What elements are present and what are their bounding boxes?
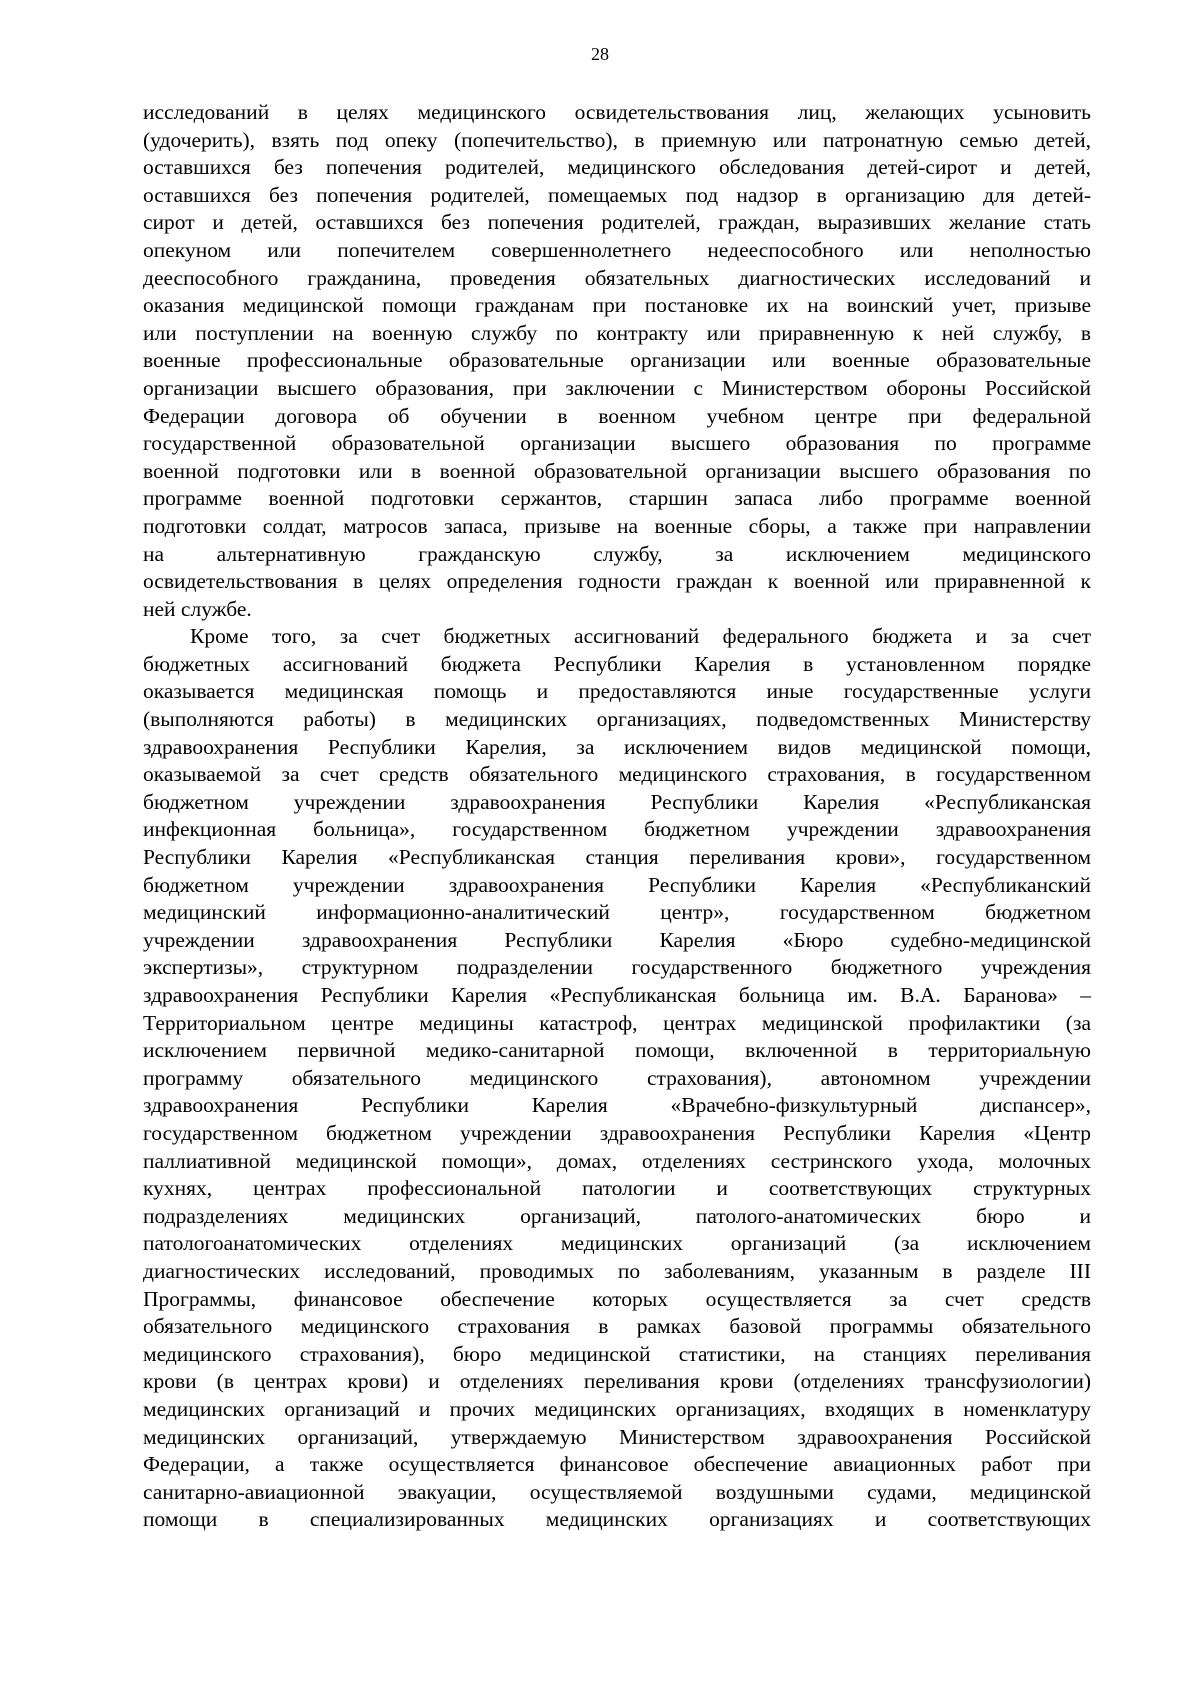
paragraph (143, 99, 1091, 623)
text-line: исключением первичной медико-санитарной помощи, включенной в территориальную (143, 1038, 1091, 1063)
text-line: оказываемой за счет средств обязательного медицинского страхования, в государственном (143, 762, 1091, 787)
page-number: 28 (591, 44, 609, 64)
text-line: Кроме того, за счет бюджетных ассигнований федерального бюджета и за счет (190, 624, 1091, 649)
text-line: организации высшего образования, при заключении с Министерством обороны Российской (143, 375, 1091, 400)
text-line: ней службе. (143, 596, 252, 621)
text-line: военные профессиональные образовательные организации или военные образовательные (143, 348, 1091, 373)
text-line: здравоохранения Республики Карелия «Республиканская больница им. В.А. Баранова» – (143, 983, 1091, 1007)
text-line: бюджетном учреждении здравоохранения Республики Карелия «Республиканский (143, 872, 1091, 897)
text-line: помощи в специализированных медицинских организациях и соответствующих (143, 1507, 1091, 1532)
text-line: военной подготовки или в военной образовательной организации высшего образования по (143, 458, 1091, 483)
text-line: диагностических исследований, проводимых по заболеваниям, указанным в разделе III (143, 1258, 1091, 1283)
text-line: подготовки солдат, матросов запаса, призыве на военные сборы, а также при направлении (143, 513, 1091, 538)
text-line: экспертизы», структурном подразделении государственного бюджетного учреждения (143, 955, 1091, 980)
text-line: патологоанатомических отделениях медицинских организаций (за исключением (143, 1231, 1091, 1256)
text-line: медицинских организаций и прочих медицинских организациях, входящих в номенклатуру (143, 1396, 1091, 1421)
text-line: учреждении здравоохранения Республики Карелия «Бюро судебно-медицинской (143, 927, 1091, 952)
document-body (143, 99, 1091, 1534)
text-line: опекуном или попечителем совершеннолетнего недееспособного или неполностью (143, 237, 1091, 262)
text-line: здравоохранения Республики Карелия «Врачебно-физкультурный диспансер», (143, 1093, 1091, 1118)
text-line: дееспособного гражданина, проведения обязательных диагностических исследований и (143, 265, 1091, 290)
text-line: на альтернативную гражданскую службу, за исключением медицинского (143, 541, 1091, 566)
text-line: или поступлении на военную службу по контракту или приравненную к ней службу, в (143, 320, 1091, 345)
text-line: здравоохранения Республики Карелия, за исключением видов медицинской помощи, (143, 734, 1091, 759)
text-line: государственной образовательной организации высшего образования по программе (143, 431, 1091, 456)
text-line: (удочерить), взять под опеку (попечительство), в приемную или патронатную семью детей, (143, 127, 1091, 152)
text-line: паллиативной медицинской помощи», домах, отделениях сестринского ухода, молочных (143, 1148, 1091, 1173)
text-line: бюджетном учреждении здравоохранения Республики Карелия «Республиканская (143, 789, 1091, 814)
text-line: Федерации договора об обучении в военном учебном центре при федеральной (143, 403, 1091, 428)
text-line: программе военной подготовки сержантов, старшин запаса либо программе военной (143, 486, 1091, 511)
text-line: Территориальном центре медицины катастроф, центрах медицинской профилактики (за (143, 1010, 1091, 1035)
text-line: крови (в центрах крови) и отделениях переливания крови (отделениях трансфузиологии) (143, 1369, 1091, 1394)
text-line: санитарно-авиационной эвакуации, осуществляемой воздушными судами, медицинской (143, 1479, 1091, 1504)
text-line: бюджетных ассигнований бюджета Республики Карелия в установленном порядке (143, 651, 1091, 676)
text-line: программу обязательного медицинского страхования), автономном учреждении (143, 1065, 1091, 1090)
text-line: медицинского страхования), бюро медицинской статистики, на станциях переливания (143, 1341, 1091, 1366)
text-line: Программы, финансовое обеспечение которых осуществляется за счет средств (143, 1286, 1091, 1311)
text-line: подразделениях медицинских организаций, патолого-анатомических бюро и (143, 1203, 1091, 1228)
text-line: медицинский информационно-аналитический центр», государственном бюджетном (143, 900, 1091, 925)
text-line: оказания медицинской помощи гражданам при постановке их на воинский учет, призыве (143, 293, 1091, 318)
text-line: Федерации, а также осуществляется финансовое обеспечение авиационных работ при (143, 1452, 1091, 1477)
text-line: инфекционная больница», государственном бюджетном учреждении здравоохранения (143, 817, 1091, 842)
text-line: оставшихся без попечения родителей, медицинского обследования детей-сирот и детей, (143, 155, 1091, 180)
text-line: кухнях, центрах профессиональной патологии и соответствующих структурных (143, 1176, 1091, 1201)
paragraph (143, 623, 1091, 1534)
text-line: оказывается медицинская помощь и предоставляются иные государственные услуги (143, 679, 1091, 704)
text-line: государственном бюджетном учреждении здравоохранения Республики Карелия «Центр (143, 1120, 1091, 1145)
text-line: сирот и детей, оставшихся без попечения родителей, граждан, выразивших желание стать (143, 210, 1091, 235)
text-line: освидетельствования в целях определения годности граждан к военной или приравненной к (143, 569, 1091, 594)
text-line: оставшихся без попечения родителей, помещаемых под надзор в организацию для детей- (143, 182, 1091, 207)
text-line: Республики Карелия «Республиканская станция переливания крови», государственном (143, 845, 1091, 870)
text-line: (выполняются работы) в медицинских организациях, подведомственных Министерству (143, 707, 1091, 732)
text-line: обязательного медицинского страхования в рамках базовой программы обязательного (143, 1314, 1091, 1339)
text-line: исследований в целях медицинского освидетельствования лиц, желающих усыновить (143, 100, 1091, 124)
text-line: медицинских организаций, утверждаемую Министерством здравоохранения Российской (143, 1424, 1091, 1449)
